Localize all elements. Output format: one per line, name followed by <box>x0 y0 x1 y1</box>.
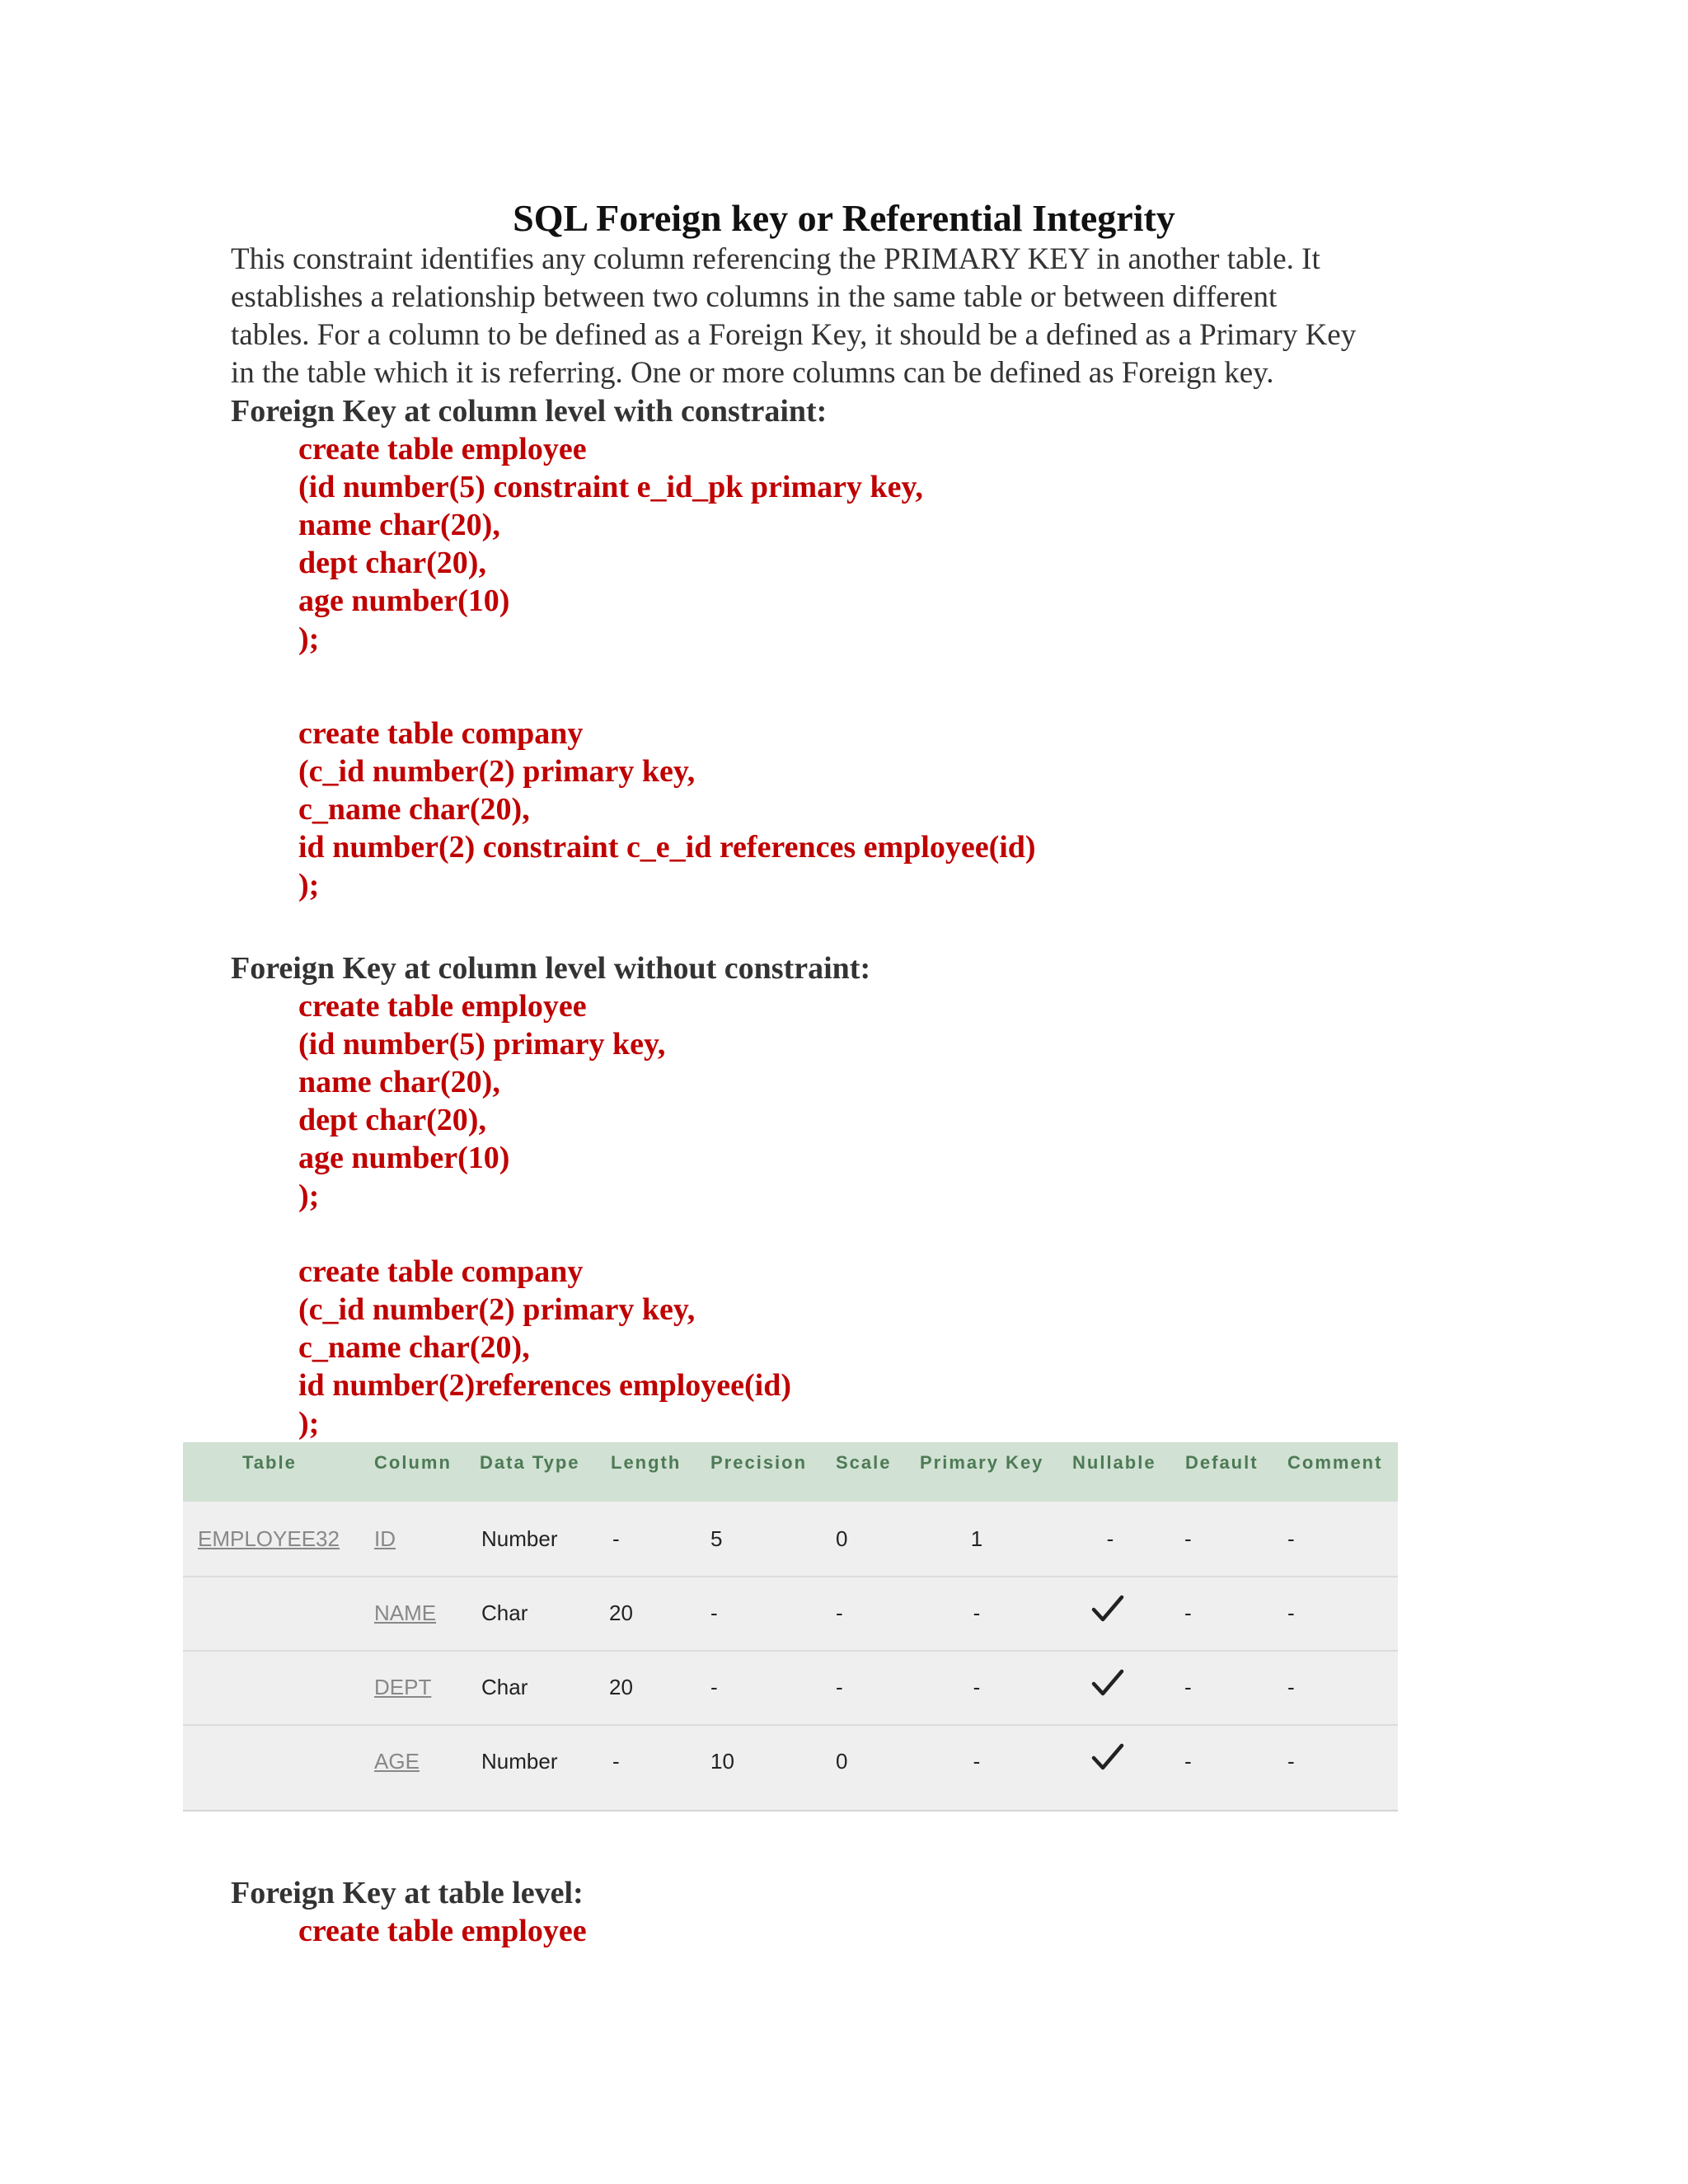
code-line: create table company <box>298 1254 584 1289</box>
code-line: (c_id number(2) primary key, <box>298 1292 696 1327</box>
schema-table <box>183 1442 1398 1810</box>
code-line: create table employee <box>298 432 587 466</box>
code-line: dept char(20), <box>298 546 486 580</box>
code-block-employee-1 <box>298 430 923 658</box>
section-heading-table-level: Foreign Key at table level: <box>231 1876 584 1910</box>
primary-key-cell: - <box>973 1601 981 1625</box>
header-primary-key: Primary Key <box>920 1452 1044 1473</box>
primary-key-cell: - <box>973 1749 981 1774</box>
column-name-link[interactable]: AGE <box>374 1749 420 1774</box>
length-cell: - <box>612 1749 620 1774</box>
code-line: ); <box>298 621 320 656</box>
scale-cell: 0 <box>836 1749 848 1774</box>
comment-cell: - <box>1287 1675 1295 1699</box>
check-icon <box>1091 1594 1124 1624</box>
length-cell: 20 <box>609 1601 633 1625</box>
header-length: Length <box>611 1452 682 1473</box>
table-row <box>183 1650 1398 1726</box>
code-line: id number(2)references employee(id) <box>298 1368 791 1403</box>
header-column: Column <box>374 1452 452 1473</box>
precision-cell: 10 <box>710 1749 734 1774</box>
default-cell: - <box>1184 1749 1192 1774</box>
code-block-employee-3 <box>298 1912 587 1950</box>
data-type-cell: Char <box>481 1601 528 1625</box>
table-name-link[interactable]: EMPLOYEE32 <box>198 1526 340 1551</box>
code-line: c_name char(20), <box>298 1330 530 1365</box>
scale-cell: - <box>836 1601 843 1625</box>
code-line: age number(10) <box>298 1141 510 1175</box>
header-data-type: Data Type <box>480 1452 580 1473</box>
schema-table-header <box>183 1442 1398 1503</box>
data-type-cell: Number <box>481 1526 558 1551</box>
header-table: Table <box>242 1452 297 1473</box>
default-cell: - <box>1184 1601 1192 1625</box>
header-nullable: Nullable <box>1072 1452 1156 1473</box>
code-line: name char(20), <box>298 1065 500 1099</box>
section-heading-column-with-constraint: Foreign Key at column level with constraint: <box>231 394 828 429</box>
intro-line: tables. For a column to be defined as a Foreign Key, it should be a defined as a Primary Key <box>231 318 1357 352</box>
schema-table-body <box>183 1502 1398 1811</box>
default-cell: - <box>1184 1675 1192 1699</box>
header-comment: Comment <box>1287 1452 1383 1473</box>
column-name-link[interactable]: NAME <box>374 1601 437 1625</box>
code-line: (id number(5) primary key, <box>298 1027 666 1062</box>
column-name-link[interactable]: DEPT <box>374 1675 432 1699</box>
document-title: SQL Foreign key or Referential Integrity <box>513 197 1175 239</box>
comment-cell: - <box>1287 1526 1295 1551</box>
nullable-cell: - <box>1106 1526 1114 1551</box>
table-row <box>183 1502 1398 1577</box>
code-block-employee-2 <box>298 987 665 1215</box>
code-line: (id number(5) constraint e_id_pk primary key, <box>298 470 923 504</box>
data-type-cell: Char <box>481 1675 528 1699</box>
code-line: ); <box>298 868 320 902</box>
comment-cell: - <box>1287 1749 1295 1774</box>
code-line: c_name char(20), <box>298 792 530 827</box>
data-type-cell: Number <box>481 1749 558 1774</box>
code-block-company-2 <box>298 1253 791 1442</box>
precision-cell: - <box>710 1601 718 1625</box>
header-default: Default <box>1185 1452 1259 1473</box>
table-row <box>183 1724 1398 1798</box>
code-line: create table company <box>298 716 584 751</box>
code-line: ); <box>298 1179 320 1213</box>
comment-cell: - <box>1287 1601 1295 1625</box>
scale-cell: - <box>836 1675 843 1699</box>
check-icon <box>1091 1742 1124 1772</box>
header-precision: Precision <box>710 1452 808 1473</box>
primary-key-cell: - <box>973 1675 981 1699</box>
header-scale: Scale <box>836 1452 892 1473</box>
section-heading-column-without-constraint: Foreign Key at column level without constraint: <box>231 951 871 986</box>
code-block-company-1 <box>298 715 1036 904</box>
intro-line: establishes a relationship between two columns in the same table or between different <box>231 280 1278 314</box>
code-line: create table employee <box>298 989 587 1024</box>
scale-cell: 0 <box>836 1526 848 1551</box>
intro-line: This constraint identifies any column referencing the PRIMARY KEY in another table. It <box>231 242 1320 276</box>
table-row <box>183 1576 1398 1652</box>
code-line: name char(20), <box>298 508 500 542</box>
intro-line: in the table which it is referring. One or more columns can be defined as Foreign key. <box>231 356 1274 390</box>
length-cell: 20 <box>609 1675 633 1699</box>
code-line: (c_id number(2) primary key, <box>298 754 696 789</box>
code-line: create table employee <box>298 1914 587 1948</box>
precision-cell: - <box>710 1675 718 1699</box>
code-line: ); <box>298 1406 320 1441</box>
check-icon <box>1091 1668 1124 1698</box>
precision-cell: 5 <box>710 1526 723 1551</box>
length-cell: - <box>612 1526 620 1551</box>
column-name-link[interactable]: ID <box>374 1526 396 1551</box>
primary-key-cell: 1 <box>970 1526 983 1551</box>
default-cell: - <box>1184 1526 1192 1551</box>
code-line: dept char(20), <box>298 1103 486 1137</box>
intro-paragraph <box>231 241 1484 392</box>
code-line: age number(10) <box>298 583 510 618</box>
code-line: id number(2) constraint c_e_id references employee(id) <box>298 830 1036 865</box>
